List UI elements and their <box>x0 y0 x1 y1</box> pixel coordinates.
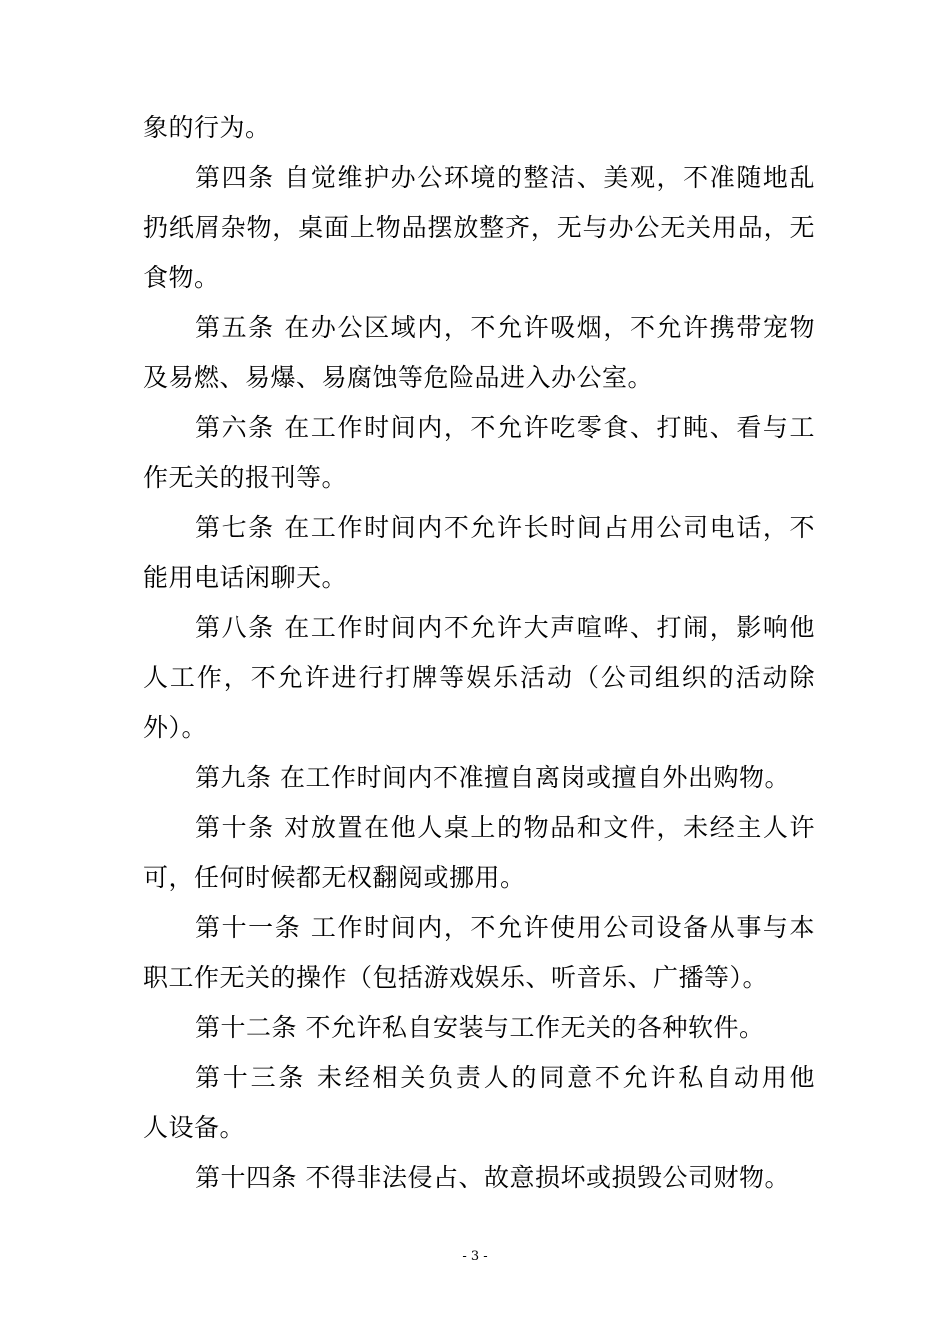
article-14-line: 第十四条 不得非法侵占、故意损坏或损毁公司财物。 <box>195 1163 790 1192</box>
article-4-line: 第四条 自觉维护办公环境的整洁、美观，不准随地乱 <box>195 163 815 192</box>
text-line: 可，任何时候都无权翻阅或挪用。 <box>143 863 526 892</box>
text-line: 外）。 <box>143 713 208 742</box>
text-line: 象的行为。 <box>143 113 271 142</box>
article-12-line: 第十二条 不允许私自安装与工作无关的各种软件。 <box>195 1013 765 1042</box>
article-7-line: 第七条 在工作时间内不允许长时间占用公司电话，不 <box>195 513 815 542</box>
article-8-line: 第八条 在工作时间内不允许大声喧哗、打闹，影响他 <box>195 613 815 642</box>
text-line: 人设备。 <box>143 1113 246 1142</box>
text-line: 职工作无关的操作（包括游戏娱乐、听音乐、广播等）。 <box>143 963 769 992</box>
text-line: 人工作，不允许进行打牌等娱乐活动（公司组织的活动除 <box>143 663 815 692</box>
text-line: 作无关的报刊等。 <box>143 463 348 492</box>
article-9-line: 第九条 在工作时间内不准擅自离岗或擅自外出购物。 <box>195 763 790 792</box>
page-number: - 3 - <box>462 1249 488 1264</box>
text-line: 食物。 <box>143 263 220 292</box>
article-13-line: 第十三条 未经相关负责人的同意不允许私自动用他 <box>195 1063 815 1092</box>
article-6-line: 第六条 在工作时间内，不允许吃零食、打盹、看与工 <box>195 413 815 442</box>
text-line: 扔纸屑杂物，桌面上物品摆放整齐，无与办公无关用品，无 <box>143 213 815 242</box>
text-line: 能用电话闲聊天。 <box>143 563 348 592</box>
text-line: 及易燃、易爆、易腐蚀等危险品进入办公室。 <box>143 363 654 392</box>
article-11-line: 第十一条 工作时间内，不允许使用公司设备从事与本 <box>195 913 815 942</box>
article-10-line: 第十条 对放置在他人桌上的物品和文件，未经主人许 <box>195 813 815 842</box>
article-5-line: 第五条 在办公区域内，不允许吸烟，不允许携带宠物 <box>195 313 815 342</box>
